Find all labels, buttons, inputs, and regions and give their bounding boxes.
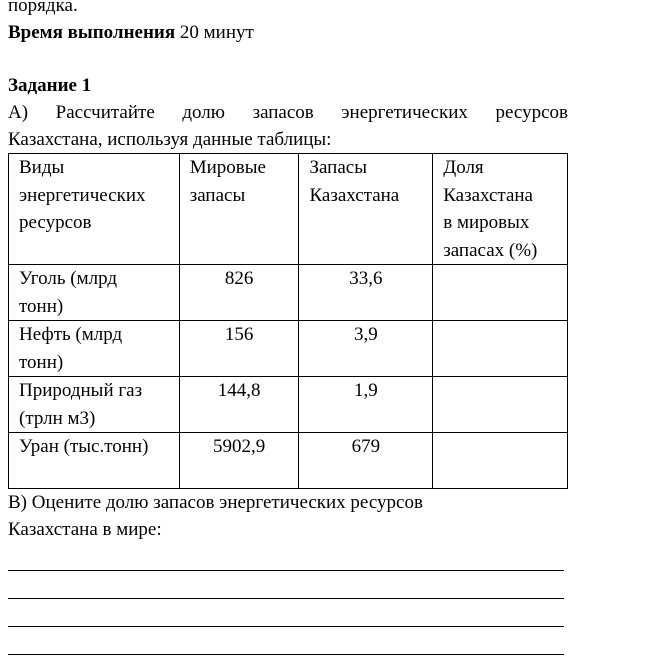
time-label: Время выполнения	[8, 22, 176, 43]
part-b-line-2: Казахстана в мире:	[8, 519, 162, 540]
cell-world-reserves: 826	[179, 265, 299, 321]
answer-line[interactable]	[8, 571, 564, 599]
answer-line[interactable]	[8, 543, 564, 571]
answer-line[interactable]	[8, 599, 564, 627]
cell-resource: Природный газ (трлн м3)	[9, 377, 180, 433]
task-title: Задание 1	[8, 75, 92, 96]
cell-kz-reserves: 1,9	[299, 377, 433, 433]
table-row	[9, 265, 568, 321]
answer-line[interactable]	[8, 627, 564, 655]
cell-kz-share-input[interactable]	[433, 433, 568, 489]
cell-resource: Уголь (млрд тонн)	[9, 265, 180, 321]
part-a-line-1: А) Рассчитайте долю запасов энергетических ресурсов	[8, 102, 568, 123]
cell-kz-share-input[interactable]	[433, 321, 568, 377]
time-limit	[8, 19, 568, 46]
header-kz-reserves: Запасы Казахстана	[299, 154, 433, 265]
header-kz-share: Доля Казахстана в мировых запасах (%)	[433, 154, 568, 265]
table-row	[9, 321, 568, 377]
cell-world-reserves: 5902,9	[179, 433, 299, 489]
worksheet-page	[8, 0, 568, 655]
header-resource-type: Виды энергетических ресурсов	[9, 154, 180, 265]
time-value: 20 минут	[175, 22, 254, 43]
cell-kz-share-input[interactable]	[433, 377, 568, 433]
cell-world-reserves: 156	[179, 321, 299, 377]
cell-kz-reserves: 33,6	[299, 265, 433, 321]
cell-world-reserves: 144,8	[179, 377, 299, 433]
part-b-line-1: В) Оцените долю запасов энергетических ресурсов	[8, 492, 423, 513]
table-row	[9, 433, 568, 489]
cell-kz-reserves: 679	[299, 433, 433, 489]
cell-kz-share-input[interactable]	[433, 265, 568, 321]
table-row	[9, 377, 568, 433]
energy-resources-table	[8, 153, 568, 489]
cell-resource: Нефть (млрд тонн)	[9, 321, 180, 377]
header-world-reserves: Мировые запасы	[179, 154, 299, 265]
table-header-row	[9, 154, 568, 265]
cut-off-text: порядка.	[8, 0, 78, 16]
part-a-line-2: Казахстана, используя данные таблицы:	[8, 129, 332, 150]
cell-kz-reserves: 3,9	[299, 321, 433, 377]
spacer	[8, 46, 568, 72]
cell-resource: Уран (тыс.тонн)	[9, 433, 180, 489]
